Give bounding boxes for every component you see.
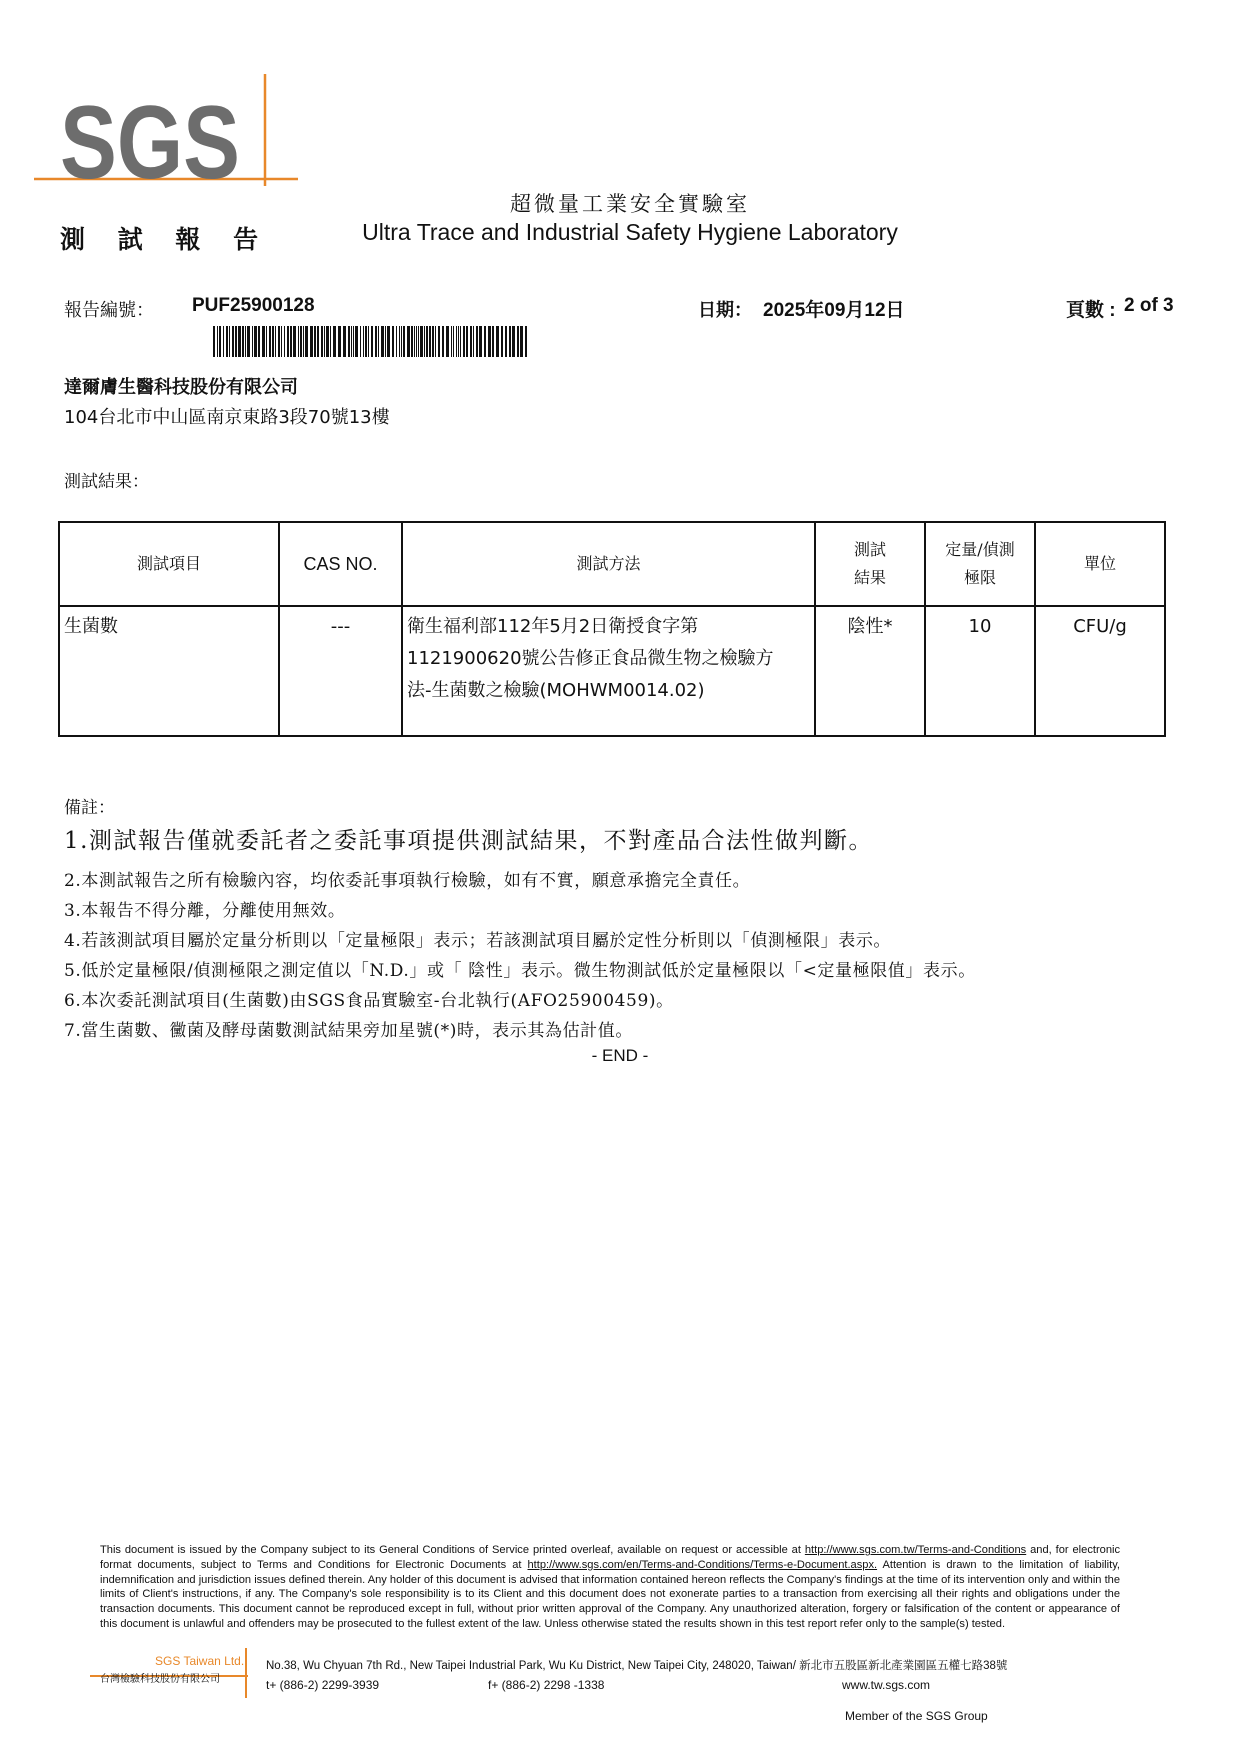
footer-brand-zh: 台灣檢驗科技股份有限公司 <box>100 1674 220 1685</box>
header-method: 測試方法 <box>402 522 815 606</box>
barcode-bar <box>258 326 260 357</box>
barcode-bar <box>355 326 358 357</box>
header-limit <box>925 522 1035 606</box>
barcode-bar <box>509 326 511 357</box>
barcode-bar <box>213 326 215 357</box>
barcode-bar <box>473 326 474 357</box>
barcode-bar <box>451 326 452 357</box>
cell-method-line-1: 衛生福利部112年5月2日衛授食字第 <box>407 616 699 637</box>
barcode-bar <box>298 326 299 357</box>
disclaimer <box>100 1543 1120 1632</box>
barcode-bar <box>407 326 410 357</box>
barcode-bar <box>245 326 246 357</box>
barcode-bar <box>272 326 274 357</box>
cell-unit: CFU/g <box>1035 606 1165 736</box>
barcode-bar <box>442 326 444 357</box>
barcode-bar <box>235 326 237 357</box>
footer-member: Member of the SGS Group <box>845 1709 988 1723</box>
barcode-bar <box>470 326 472 357</box>
lab-name-en: Ultra Trace and Industrial Safety Hygiene Laboratory <box>362 219 898 245</box>
barcode-bar <box>435 326 436 357</box>
barcode-bar <box>385 326 386 357</box>
page-number: 2 of 3 <box>1124 295 1174 316</box>
barcode-bar <box>290 326 292 357</box>
note-item: 1.測試報告僅就委託者之委託事項提供測試結果，不對產品合法性做判斷。 <box>64 828 873 854</box>
barcode-bar <box>411 326 413 357</box>
e-document-terms-link[interactable]: http://www.sgs.com/en/Terms-and-Conditions/Terms-e-Document.aspx. <box>527 1558 878 1571</box>
barcode-bar <box>262 326 265 357</box>
barcode-bar <box>219 326 221 357</box>
barcode-bar <box>242 326 244 357</box>
barcode-bar <box>360 326 361 357</box>
note-item: 2.本測試報告之所有檢驗內容，均依委託事項執行檢驗，如有不實，願意承擔完全責任。 <box>64 871 751 891</box>
barcode-bar <box>375 326 377 357</box>
disclaimer-part-2: and, for electronic format documents, subject to Terms and Conditions for Electronic Documents at <box>100 1544 1120 1571</box>
report-no-label: 報告編號： <box>64 300 154 321</box>
header-limit-line-1: 定量/偵測 <box>945 540 1015 559</box>
footer-address: No.38, Wu Chyuan 7th Rd., New Taipei Industrial Park, Wu Ku District, New Taipei City, 248020, Taiwan/ 新北市五股區新北產業園區五權七路38號 <box>266 1660 1008 1672</box>
barcode-bar <box>378 326 379 357</box>
barcode-bar <box>446 326 449 357</box>
barcode-bar <box>275 326 276 357</box>
barcode-bar <box>432 326 434 357</box>
barcode-bar <box>438 326 440 357</box>
barcode-bar <box>229 326 230 357</box>
header-result <box>815 522 925 606</box>
header-result-line-2: 結果 <box>853 568 886 587</box>
barcode-bar <box>456 326 457 357</box>
end-marker: - END - <box>591 1046 649 1065</box>
barcode-bar <box>420 326 423 357</box>
note-item: 3.本報告不得分離，分離使用無效。 <box>64 901 346 921</box>
barcode-bar <box>463 326 465 357</box>
client-name: 達爾膚生醫科技股份有限公司 <box>64 377 298 398</box>
barcode-bar <box>281 326 282 357</box>
barcode-bar <box>353 326 354 357</box>
note-item: 7.當生菌數、黴菌及酵母菌數測試結果旁加星號(*)時，表示其為估計值。 <box>64 1021 633 1041</box>
barcode-bar <box>517 326 519 357</box>
footer-tel: t+ (886-2) 2299-3939 <box>266 1678 380 1692</box>
note-item: 4.若該測試項目屬於定量分析則以「定量極限」表示；若該測試項目屬於定性分析則以「偵測極限」表示。 <box>64 931 892 951</box>
barcode-bar <box>293 326 296 357</box>
barcode-bar <box>429 326 431 357</box>
footer-web: www.tw.sgs.com <box>842 1678 931 1692</box>
barcode-bar <box>453 326 454 357</box>
barcode-bar <box>284 326 285 357</box>
barcode-bar <box>401 326 402 357</box>
table-row <box>59 606 1165 736</box>
barcode-bar <box>416 326 417 357</box>
barcode-bar <box>269 326 271 357</box>
barcode-bar <box>365 326 367 357</box>
barcode-bar <box>254 326 257 357</box>
barcode-bar <box>247 326 250 357</box>
barcode-bar <box>426 326 428 357</box>
barcode-bar <box>492 326 494 357</box>
cell-item: 生菌數 <box>59 606 279 736</box>
barcode-bar <box>238 326 241 357</box>
barcode-bar <box>496 326 499 357</box>
barcode-bar <box>476 326 478 357</box>
header-limit-line-2: 極限 <box>963 568 996 587</box>
barcode-bar <box>252 326 253 357</box>
barcode-bar <box>287 326 289 357</box>
note-item: 6.本次委託測試項目(生菌數)由SGS食品實驗室-台北執行(AFO25900459)。 <box>64 991 674 1011</box>
cell-method <box>402 606 815 736</box>
barcode-bar <box>399 326 400 357</box>
barcode-bar <box>460 326 461 357</box>
barcode-bar <box>484 326 486 357</box>
barcode-bar <box>392 326 394 357</box>
barcode-bar <box>501 326 503 357</box>
barcode-bar <box>348 326 350 357</box>
barcode-bar <box>326 326 329 357</box>
results-label: 測試結果： <box>64 472 149 492</box>
barcode-bar <box>300 326 302 357</box>
lab-name-zh: 超微量工業安全實驗室 <box>510 192 750 216</box>
footer-vertical-divider <box>245 1648 247 1698</box>
results-table <box>58 521 1166 737</box>
barcode-bar <box>396 326 397 357</box>
barcode-bar <box>403 326 405 357</box>
barcode-bar <box>458 326 459 357</box>
barcode-bar <box>371 326 373 357</box>
barcode-bar <box>223 326 224 357</box>
disclaimer-part-3: Attention is drawn to the limitation of liability, indemnification and jurisdiction issues defined therein. Any holder of this document is advised that information contained hereon reflects the Company's findings at the time of its intervention only and within the limits of Client's instructions, if any. The Company's sole responsibility is to its Client and this document does not exonerate parties to a transaction from exercising all their rights and obligations under the transaction documents. This document cannot be reproduced except in full, without prior written approval of the Company. Any unauthorized alteration, forgery or falsification of the content or appearance of this document is unlawful and offenders may be prosecuted to the fullest extent of the law. Unless otherwise stated the results shown in this test report refer only to the sample(s) tested. <box>100 1558 1120 1630</box>
client-address: 104台北市中山區南京東路3段70號13樓 <box>64 407 390 428</box>
barcode-bar <box>324 326 325 357</box>
barcode-bar <box>338 326 341 357</box>
header-item: 測試項目 <box>59 522 279 606</box>
barcode-bar <box>317 326 319 357</box>
barcode-bar <box>505 326 507 357</box>
barcode-bar <box>217 326 218 357</box>
barcode-bar <box>512 326 515 357</box>
header-cas: CAS NO. <box>279 522 402 606</box>
date-label: 日期： <box>698 300 752 321</box>
note-item: 5.低於定量極限/偵測極限之測定值以「N.D.」或「 陰性」表示。微生物測試低於定量極限以「<定量極限值」表示。 <box>64 961 976 981</box>
barcode-bar <box>424 326 425 357</box>
barcode-bar <box>368 326 369 357</box>
barcode-bar <box>232 326 234 357</box>
cell-method-line-2: 1121900620號公告修正食品微生物之檢驗方 <box>407 648 774 669</box>
barcode-bar <box>226 326 228 357</box>
notes-label: 備註： <box>64 798 115 818</box>
cell-method-line-3: 法-生菌數之檢驗(MOHWM0014.02) <box>407 680 705 701</box>
barcode-bar <box>266 326 267 357</box>
barcode-bar <box>488 326 491 357</box>
header-unit: 單位 <box>1035 522 1165 606</box>
page-label: 頁數 : <box>1066 300 1116 321</box>
barcode-bar <box>381 326 384 357</box>
header-result-line-1: 測試 <box>853 540 886 559</box>
barcode-bar <box>278 326 280 357</box>
barcode-bar <box>333 326 336 357</box>
barcode-bar <box>520 326 523 357</box>
sgs-logo <box>34 74 304 186</box>
terms-link[interactable]: http://www.sgs.com.tw/Terms-and-Conditions <box>804 1544 1027 1556</box>
cell-result: 陰性* <box>815 606 925 736</box>
barcode-bar <box>479 326 482 357</box>
table-header-row <box>59 522 1165 606</box>
barcode-bar <box>414 326 415 357</box>
report-date: 2025年09月12日 <box>763 300 905 321</box>
cell-limit: 10 <box>925 606 1035 736</box>
barcode-bar <box>387 326 390 357</box>
report-no: PUF25900128 <box>192 295 315 316</box>
barcode-bar <box>418 326 419 357</box>
barcode-bar <box>525 326 527 357</box>
sgs-logo-text: SGS <box>60 85 240 186</box>
barcode <box>213 326 529 357</box>
report-title: 測 試 報 告 <box>60 225 271 254</box>
barcode-bar <box>303 326 304 357</box>
barcode-bar <box>351 326 352 357</box>
footer-brand-en: SGS Taiwan Ltd. <box>155 1654 245 1668</box>
barcode-bar <box>363 326 364 357</box>
barcode-bar <box>321 326 323 357</box>
cell-cas: --- <box>279 606 402 736</box>
barcode-bar <box>330 326 331 357</box>
barcode-bar <box>314 326 316 357</box>
barcode-bar <box>310 326 313 357</box>
barcode-bar <box>466 326 468 357</box>
footer-fax: f+ (886-2) 2298 -1338 <box>488 1678 605 1692</box>
barcode-bar <box>343 326 346 357</box>
disclaimer-part-1: This document is issued by the Company subject to its General Conditions of Service printed overleaf, available on request or accessible at <box>100 1544 805 1556</box>
barcode-bar <box>305 326 308 357</box>
